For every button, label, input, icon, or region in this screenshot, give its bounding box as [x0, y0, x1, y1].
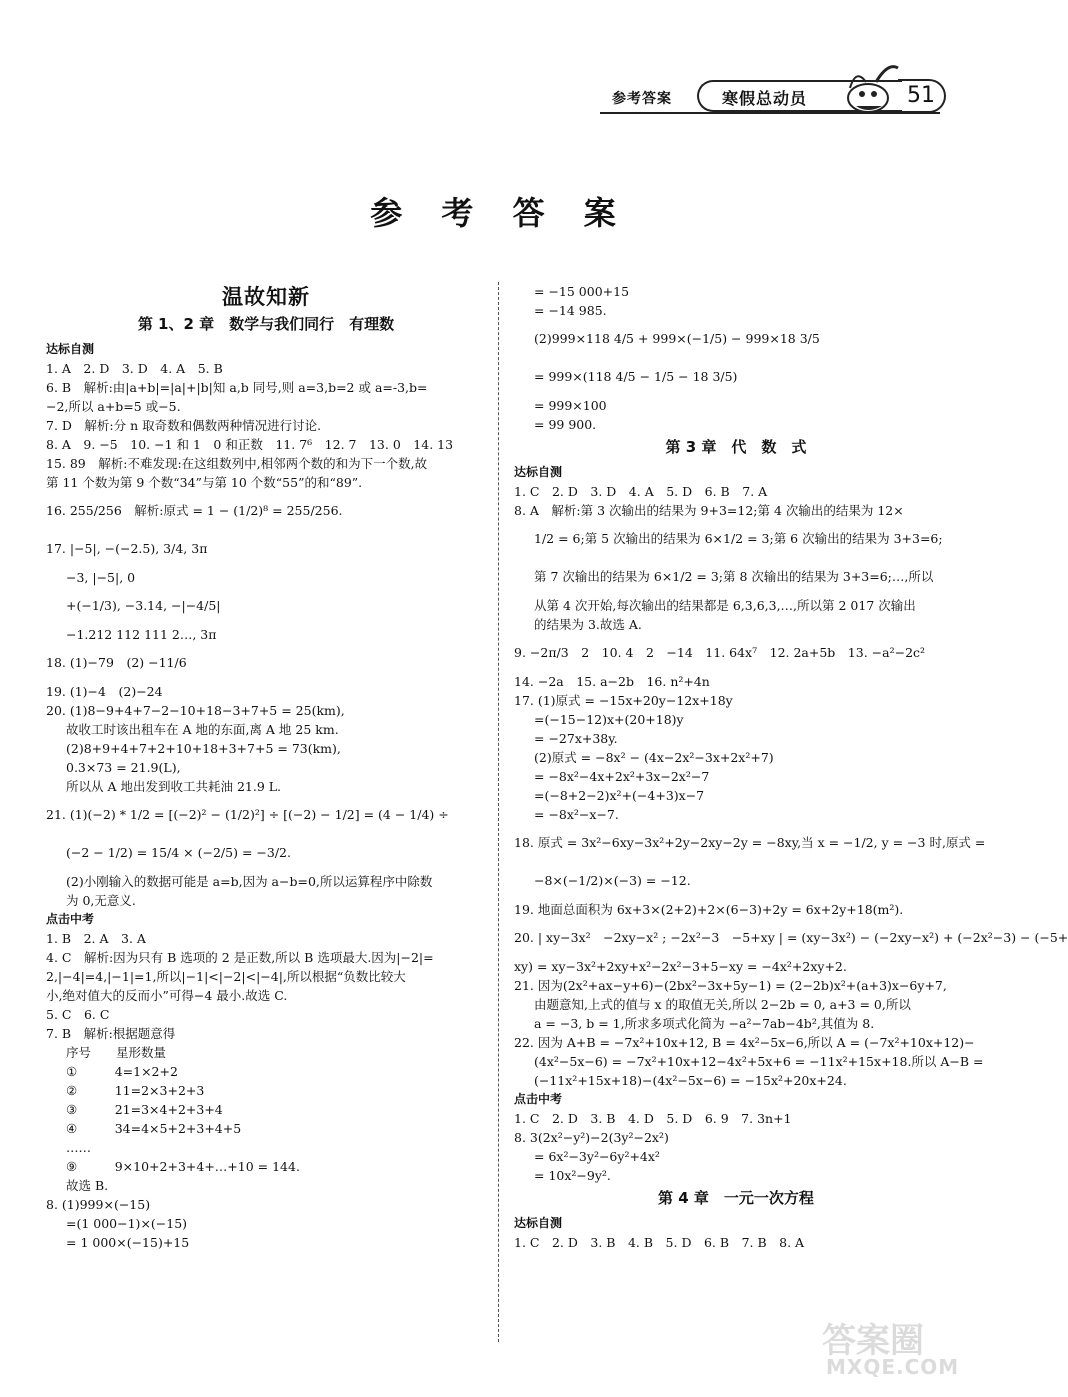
- right-line: 19. 地面总面积为 6x+3×(2+2)+2×(6−3)+2y = 6x+2y+18(m²).: [514, 902, 904, 917]
- left-line: 0.3×73 = 21.9(L),: [66, 760, 181, 775]
- right-line: 第 3 章 代 数 式: [665, 438, 807, 456]
- page-title: 参 考 答 案: [370, 194, 630, 232]
- watermark-text: 答案圈: [822, 1321, 924, 1361]
- left-line: ① 4=1×2+2: [66, 1064, 178, 1079]
- right-line: 21. 因为(2x²+ax−y+6)−(2bx²−3x+5y−1) = (2−2b)x²+(a+3)x−6y+7,: [514, 978, 947, 993]
- left-line: ② 11=2×3+2+3: [66, 1083, 205, 1098]
- left-line: 1. A 2. D 3. D 4. A 5. B: [46, 361, 223, 376]
- left-line: −1.212 112 111 2…, 3π: [66, 627, 217, 642]
- right-line: 第 7 次输出的结果为 6×1/2 = 3;第 8 次输出的结果为 3+3=6;…,所以: [534, 569, 934, 584]
- right-line: (2)原式 = −8x² − (4x−2x²−3x+2x²+7): [534, 750, 774, 765]
- right-line: (4x²−5x−6) = −7x²+10x+12−4x²+5x+6 = −11x²+15x+18.所以 A−B =: [534, 1054, 984, 1069]
- left-line: 故收工时该出租车在 A 地的东面,离 A 地 25 km.: [66, 722, 339, 737]
- left-line: 17. |−5|, −(−2.5), 3/4, 3π: [46, 541, 208, 556]
- header-rule: [600, 112, 940, 114]
- left-line: 6. B 解析:由|a+b|=|a|+|b|知 a,b 同号,则 a=3,b=2 或 a=-3,b=: [46, 380, 428, 395]
- left-line: 20. (1)8−9+4+7−2−10+18−3+7+5 = 25(km),: [46, 703, 345, 718]
- left-line: =(1 000−1)×(−15): [66, 1216, 188, 1231]
- right-line: 达标自测: [514, 465, 563, 479]
- right-line: 达标自测: [514, 1216, 563, 1230]
- right-line: (−11x²+15x+18)−(4x²−5x−6) = −15x²+20x+24.: [534, 1073, 847, 1088]
- right-line: = −14 985.: [534, 303, 607, 318]
- right-line: = 10x²−9y².: [534, 1168, 611, 1183]
- right-line: = 999×100: [534, 398, 607, 413]
- right-line: = 999×(118 4/5 − 1/5 − 18 3/5): [534, 369, 738, 384]
- header-book-name: 寒假总动员: [722, 89, 808, 108]
- mascot-icon: [836, 58, 906, 118]
- right-column: [514, 282, 1068, 1252]
- left-line: 5. C 6. C: [46, 1007, 110, 1022]
- left-line: −3, |−5|, 0: [66, 570, 136, 585]
- right-line: −8×(−1/2)×(−3) = −12.: [534, 873, 691, 888]
- right-line: = −27x+38y.: [534, 731, 618, 746]
- left-line: 2,|−4|=4,|−1|=1,所以|−1|<|−2|<|−4|,所以根据“负数比较大: [46, 969, 406, 984]
- left-line: 第 11 个数为第 9 个数“34”与第 10 个数“55”的和“89”.: [46, 475, 363, 490]
- right-line: 17. (1)原式 = −15x+20y−12x+18y: [514, 693, 733, 708]
- left-line: 温故知新: [222, 285, 310, 309]
- right-line: 8. 3(2x²−y²)−2(3y²−2x²): [514, 1130, 669, 1145]
- left-line: +(−1/3), −3.14, −|−4/5|: [66, 598, 221, 613]
- left-line: 故选 B.: [66, 1178, 109, 1193]
- right-line: xy) = xy−3x²+2xy+x²−2x²−3+5−xy = −4x²+2xy+2.: [514, 959, 847, 974]
- left-line: 16. 255/256 解析:原式 = 1 − (1/2)⁸ = 255/256.: [46, 503, 343, 518]
- left-line: ……: [66, 1140, 91, 1155]
- right-line: 1. C 2. D 3. B 4. B 5. D 6. B 7. B 8. A: [514, 1235, 805, 1250]
- right-line: = −15 000+15: [534, 284, 630, 299]
- right-line: 14. −2a 15. a−2b 16. n²+4n: [514, 674, 710, 689]
- left-line: 7. D 解析:分 n 取奇数和偶数两种情况进行讨论.: [46, 418, 322, 433]
- left-line: 7. B 解析:根据题意得: [46, 1026, 176, 1041]
- right-line: = −8x²−4x+2x²+3x−2x²−7: [534, 769, 710, 784]
- left-line: 达标自测: [46, 342, 95, 356]
- left-line: 18. (1)−79 (2) −11/6: [46, 655, 187, 670]
- right-line: 18. 原式 = 3x²−6xy−3x²+2y−2xy−2y = −8xy,当 x = −1/2, y = −3 时,原式 =: [514, 835, 986, 850]
- left-line: ⑨ 9×10+2+3+4+…+10 = 144.: [66, 1159, 300, 1174]
- left-line: 15. 89 解析:不难发现:在这组数列中,相邻两个数的和为下一个数,故: [46, 456, 428, 471]
- right-line: a = −3, b = 1,所求多项式化简为 −a²−7ab−4b²,其值为 8.: [534, 1016, 875, 1031]
- right-line: 22. 因为 A+B = −7x²+10x+12, B = 4x²−5x−6,所以 A = (−7x²+10x+12)−: [514, 1035, 975, 1050]
- left-line: 8. (1)999×(−15): [46, 1197, 151, 1212]
- right-line: =(−8+2−2)x²+(−4+3)x−7: [534, 788, 705, 803]
- right-line: 点击中考: [514, 1092, 563, 1106]
- right-line: = 99 900.: [534, 417, 597, 432]
- watermark: [822, 1313, 982, 1383]
- left-line: 19. (1)−4 (2)−24: [46, 684, 163, 699]
- right-line: 由题意知,上式的值与 x 的取值无关,所以 2−2b = 0, a+3 = 0,所以: [534, 997, 911, 1012]
- right-line: 1. C 2. D 3. D 4. A 5. D 6. B 7. A: [514, 484, 768, 499]
- left-line: 8. A 9. −5 10. −1 和 1 0 和正数 11. 7⁶ 12. 7 13. 0 14. 13: [46, 437, 454, 452]
- column-divider: [498, 282, 499, 1342]
- left-line: ④ 34=4×5+2+3+4+5: [66, 1121, 242, 1136]
- left-line: = 1 000×(−15)+15: [66, 1235, 190, 1250]
- right-line: = 6x²−3y²−6y²+4x²: [534, 1149, 660, 1164]
- left-line: 点击中考: [46, 912, 95, 926]
- header-ref-label: 参考答案: [612, 91, 672, 107]
- left-line: 4. C 解析:因为只有 B 选项的 2 是正数,所以 B 选项最大.因为|−2|=: [46, 950, 434, 965]
- right-line: 从第 4 次开始,每次输出的结果都是 6,3,6,3,…,所以第 2 017 次输出: [534, 598, 916, 613]
- left-line: 小,绝对值大的反而小”可得−4 最小.故选 C.: [46, 988, 288, 1003]
- right-line: 20. | xy−3x² −2xy−x² ; −2x²−3 −5+xy | = (xy−3x²) − (−2xy−x²) + (−2x²−3) − (−5+: [514, 930, 1068, 945]
- right-line: = −8x²−x−7.: [534, 807, 619, 822]
- right-line: 1/2 = 6;第 5 次输出的结果为 6×1/2 = 3;第 6 次输出的结果为 3+3=6;: [534, 531, 943, 546]
- left-line: 为 0,无意义.: [66, 893, 136, 908]
- right-line: 1. C 2. D 3. B 4. D 5. D 6. 9 7. 3n+1: [514, 1111, 792, 1126]
- left-line: 第 1、2 章 数学与我们同行 有理数: [137, 315, 395, 333]
- watermark-url: MXQE.COM: [826, 1355, 960, 1379]
- left-line: 序号 星形数量: [66, 1045, 167, 1060]
- left-line: (2)小刚输入的数据可能是 a=b,因为 a−b=0,所以运算程序中除数: [66, 874, 433, 889]
- right-line: =(−15−12)x+(20+18)y: [534, 712, 684, 727]
- left-column: [46, 282, 486, 1252]
- left-line: (2)8+9+4+7+2+10+18+3+7+5 = 73(km),: [66, 741, 341, 756]
- right-line: 第 4 章 一元一次方程: [658, 1189, 814, 1207]
- left-line: 1. B 2. A 3. A: [46, 931, 146, 946]
- right-line: 8. A 解析:第 3 次输出的结果为 9+3=12;第 4 次输出的结果为 12×: [514, 503, 904, 518]
- left-line: (−2 − 1/2) = 15/4 × (−2/5) = −3/2.: [66, 845, 291, 860]
- page-number: 51: [898, 79, 946, 113]
- right-line: (2)999×118 4/5 + 999×(−1/5) − 999×18 3/5: [534, 331, 820, 346]
- left-line: −2,所以 a+b=5 或−5.: [46, 399, 181, 414]
- left-line: ③ 21=3×4+2+3+4: [66, 1102, 223, 1117]
- right-line: 的结果为 3.故选 A.: [534, 617, 642, 632]
- left-line: 21. (1)(−2) * 1/2 = [(−2)² − (1/2)²] ÷ [(−2) − 1/2] = (4 − 1/4) ÷: [46, 807, 449, 822]
- left-line: 所以从 A 地出发到收工共耗油 21.9 L.: [66, 779, 282, 794]
- right-line: 9. −2π/3 2 10. 4 2 −14 11. 64x⁷ 12. 2a+5b 13. −a²−2c²: [514, 645, 926, 660]
